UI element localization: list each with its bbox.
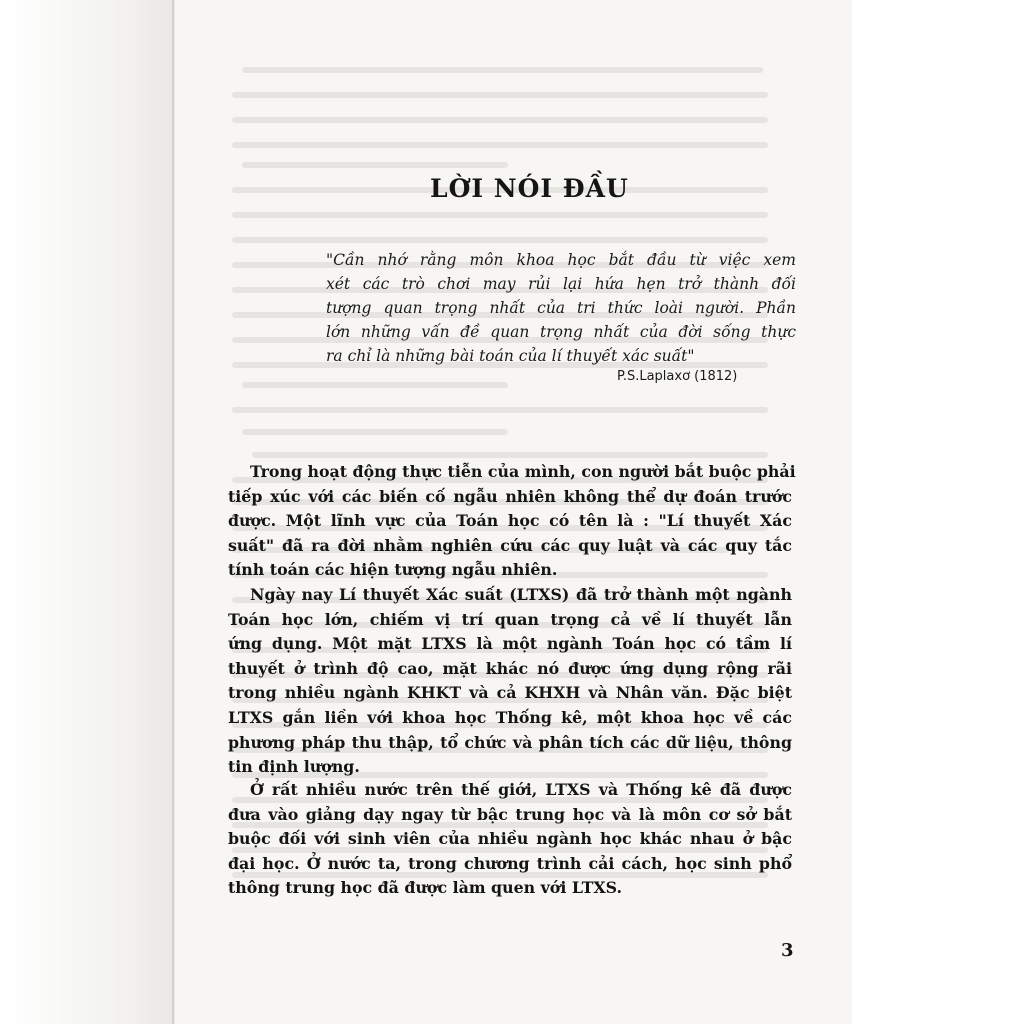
paragraph-line: tính toán các hiện tượng ngẫu nhiên. bbox=[228, 560, 558, 580]
page-right-margin bbox=[852, 0, 1024, 1024]
quote-line: ra chỉ là những bài toán của lí thuyết xác suất" bbox=[326, 347, 695, 365]
paragraph-line: tiếp xúc với các biến cố ngẫu nhiên không thể dự đoán trước bbox=[228, 486, 792, 506]
paragraph-line: được. Một lĩnh vực của Toán học có tên là : "Lí thuyết Xác bbox=[228, 511, 792, 531]
page-title: LỜI NÓI ĐẦU bbox=[430, 174, 629, 203]
quote-line: lớn những vấn đề quan trọng nhất của đời sống thực bbox=[326, 323, 796, 341]
paragraph-line: Trong hoạt động thực tiễn của mình, con người bắt buộc phải bbox=[250, 462, 796, 481]
paragraph-line: thông trung học đã được làm quen với LTXS. bbox=[228, 878, 622, 898]
paragraph-2 bbox=[228, 583, 792, 780]
quote-line: "Cần nhớ rằng môn khoa học bắt đầu từ việc xem bbox=[326, 251, 796, 269]
quote-line: xét các trò chơi may rủi lại hứa hẹn trở thành đối bbox=[326, 275, 796, 293]
paragraph-line: thuyết ở trình độ cao, mặt khác nó được ứng dụng rộng rãi bbox=[228, 658, 792, 678]
epigraph-quote bbox=[326, 248, 796, 368]
page-left-edge bbox=[172, 0, 174, 1024]
page-gutter-shadow bbox=[0, 0, 175, 1024]
quote-attribution: P.S.Laplaxơ (1812) bbox=[617, 369, 738, 384]
paragraph-line: đại học. Ở nước ta, trong chương trình cải cách, học sinh phổ bbox=[228, 853, 792, 873]
paragraph-line: Toán học lớn, chiếm vị trí quan trọng cả về lí thuyết lẫn bbox=[228, 609, 792, 629]
paragraph-line: đưa vào giảng dạy ngay từ bậc trung học và là môn cơ sở bắt bbox=[228, 804, 792, 824]
paragraph-line: phương pháp thu thập, tổ chức và phân tích các dữ liệu, thông bbox=[228, 732, 792, 752]
paragraph-line: LTXS gắn liền với khoa học Thống kê, một khoa học về các bbox=[228, 707, 792, 727]
paragraph-line: tin định lượng. bbox=[228, 757, 360, 777]
paragraph-line: Ở rất nhiều nước trên thế giới, LTXS và Thống kê đã được bbox=[250, 780, 792, 799]
page-number: 3 bbox=[781, 940, 794, 961]
paragraph-1 bbox=[228, 460, 796, 583]
paragraph-3 bbox=[228, 778, 792, 901]
paragraph-line: suất" đã ra đời nhằm nghiên cứu các quy luật và các quy tắc bbox=[228, 535, 792, 555]
paragraph-line: trong nhiều ngành KHKT và cả KHXH và Nhân văn. Đặc biệt bbox=[228, 683, 792, 703]
paragraph-line: buộc đối với sinh viên của nhiều ngành học khác nhau ở bậc bbox=[228, 829, 792, 849]
paragraph-line: ứng dụng. Một mặt LTXS là một ngành Toán học có tầm lí bbox=[228, 634, 792, 654]
quote-line: tượng quan trọng nhất của tri thức loài người. Phần bbox=[326, 299, 796, 317]
paragraph-line: Ngày nay Lí thuyết Xác suất (LTXS) đã trở thành một ngành bbox=[250, 585, 792, 604]
